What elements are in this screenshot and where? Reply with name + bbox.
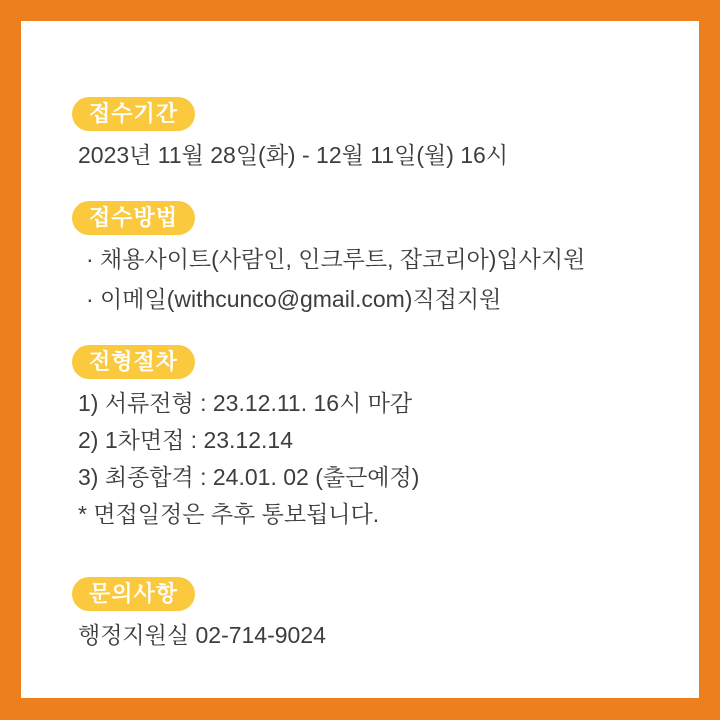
section-inquiry xyxy=(72,577,663,650)
selection-step: 1) 서류전형 : 23.12.11. 16시 마감 xyxy=(78,390,413,416)
application-method-item: · 채용사이트(사람인, 인크루트, 잡코리아)입사지원 xyxy=(86,246,586,272)
application-period-badge: 접수기간 xyxy=(72,97,195,131)
selection-step: 2) 1차면접 : 23.12.14 xyxy=(78,427,293,453)
selection-process-badge: 전형절차 xyxy=(72,345,195,379)
section-application-period xyxy=(72,97,663,170)
interview-schedule-note: * 면접일정은 추후 통보됩니다. xyxy=(78,501,380,527)
inquiry-contact-text: 행정지원실 02-714-9024 xyxy=(78,622,326,648)
application-method-badge: 접수방법 xyxy=(72,201,195,235)
application-method-item: · 이메일(withcunco@gmail.com)직접지원 xyxy=(86,286,502,312)
section-application-method xyxy=(72,201,663,314)
application-period-text: 2023년 11월 28일(화) - 12월 11일(월) 16시 xyxy=(78,142,509,168)
selection-step: 3) 최종합격 : 24.01. 02 (출근예정) xyxy=(78,464,420,490)
section-selection-process xyxy=(72,345,663,529)
poster-content-area xyxy=(21,21,699,698)
inquiry-badge: 문의사항 xyxy=(72,577,195,611)
